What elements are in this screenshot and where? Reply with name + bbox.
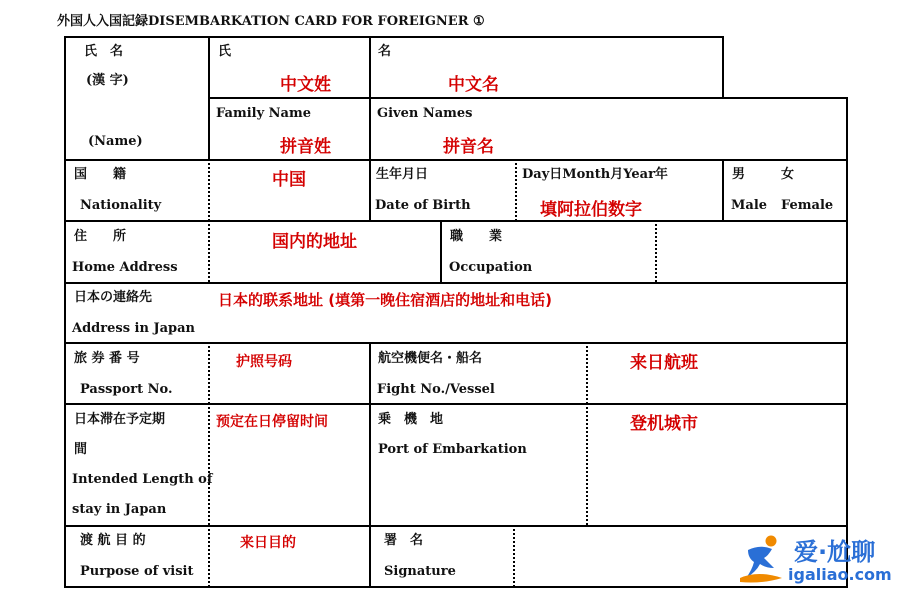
dob-en-label: Date of Birth — [375, 198, 471, 213]
surname-kanji-field[interactable]: 中文姓 — [280, 75, 331, 95]
watermark-brand: 爱·尬聊 — [794, 538, 876, 566]
sex-male-checkbox-jp[interactable]: 男 — [732, 167, 746, 182]
stay-en-label-1: Intended Length of — [72, 472, 213, 487]
flight-en-label: Fight No./Vessel — [377, 382, 495, 397]
stay-jp-label-1: 日本滞在予定期 — [74, 412, 166, 427]
signature-jp-label: 署 名 — [384, 533, 424, 548]
purpose-jp-label: 渡 航 目 的 — [80, 533, 146, 548]
surname-kanji-label: 氏 — [218, 44, 232, 59]
given-kanji-label: 名 — [378, 44, 392, 59]
signature-en-label: Signature — [384, 564, 456, 579]
sex-female-checkbox-jp[interactable]: 女 — [781, 167, 795, 182]
home-address-jp-label: 住 所 — [74, 229, 127, 244]
sex-female-checkbox[interactable]: Female — [781, 198, 834, 213]
dob-format-label: Day日Month月Year年 — [522, 167, 668, 182]
running-figure-icon — [738, 534, 788, 586]
occupation-jp-label: 職 業 — [450, 229, 503, 244]
flight-field[interactable]: 来日航班 — [630, 353, 698, 373]
stay-jp-label-2: 間 — [74, 442, 88, 457]
name-kanji-label: 氏 名 — [84, 44, 124, 59]
flight-jp-label: 航空機便名・船名 — [378, 351, 483, 366]
home-address-en-label: Home Address — [72, 260, 178, 275]
purpose-field[interactable]: 来日目的 — [240, 535, 296, 551]
given-names-field[interactable]: 拼音名 — [443, 137, 494, 157]
nationality-en-label: Nationality — [80, 198, 162, 213]
family-name-field[interactable]: 拼音姓 — [280, 137, 331, 157]
watermark-url: igaliao.com — [788, 565, 892, 584]
japan-address-field[interactable]: 日本的联系地址 (填第一晚住宿酒店的地址和电话) — [218, 291, 552, 309]
sex-male-checkbox[interactable]: Male — [731, 198, 768, 213]
stay-length-field[interactable]: 预定在日停留时间 — [216, 414, 328, 430]
passport-field[interactable]: 护照号码 — [236, 354, 292, 370]
japan-address-jp-label: 日本の連絡先 — [74, 290, 153, 305]
embark-en-label: Port of Embarkation — [378, 442, 527, 457]
nationality-jp-label: 国 籍 — [74, 167, 127, 182]
japan-address-en-label: Address in Japan — [72, 321, 196, 336]
given-kanji-field[interactable]: 中文名 — [448, 75, 499, 95]
purpose-en-label: Purpose of visit — [80, 564, 194, 579]
embark-jp-label: 乗 機 地 — [378, 412, 444, 427]
name-en-label: (Name) — [88, 134, 143, 149]
nationality-field[interactable]: 中国 — [272, 170, 306, 190]
family-name-label: Family Name — [216, 106, 311, 121]
passport-jp-label: 旅 券 番 号 — [74, 351, 140, 366]
occupation-en-label: Occupation — [449, 260, 533, 275]
card-title: 外国人入国記録DISEMBARKATION CARD FOR FOREIGNER ① — [57, 14, 485, 29]
stay-en-label-2: stay in Japan — [72, 502, 167, 517]
dob-field[interactable]: 填阿拉伯数字 — [540, 200, 642, 220]
home-address-field[interactable]: 国内的地址 — [272, 232, 357, 252]
passport-en-label: Passport No. — [80, 382, 173, 397]
given-names-label: Given Names — [377, 106, 473, 121]
dob-jp-label: 生年月日 — [376, 167, 429, 182]
name-kanji-sub-label: (漢 字) — [86, 73, 129, 88]
embark-field[interactable]: 登机城市 — [630, 414, 698, 434]
